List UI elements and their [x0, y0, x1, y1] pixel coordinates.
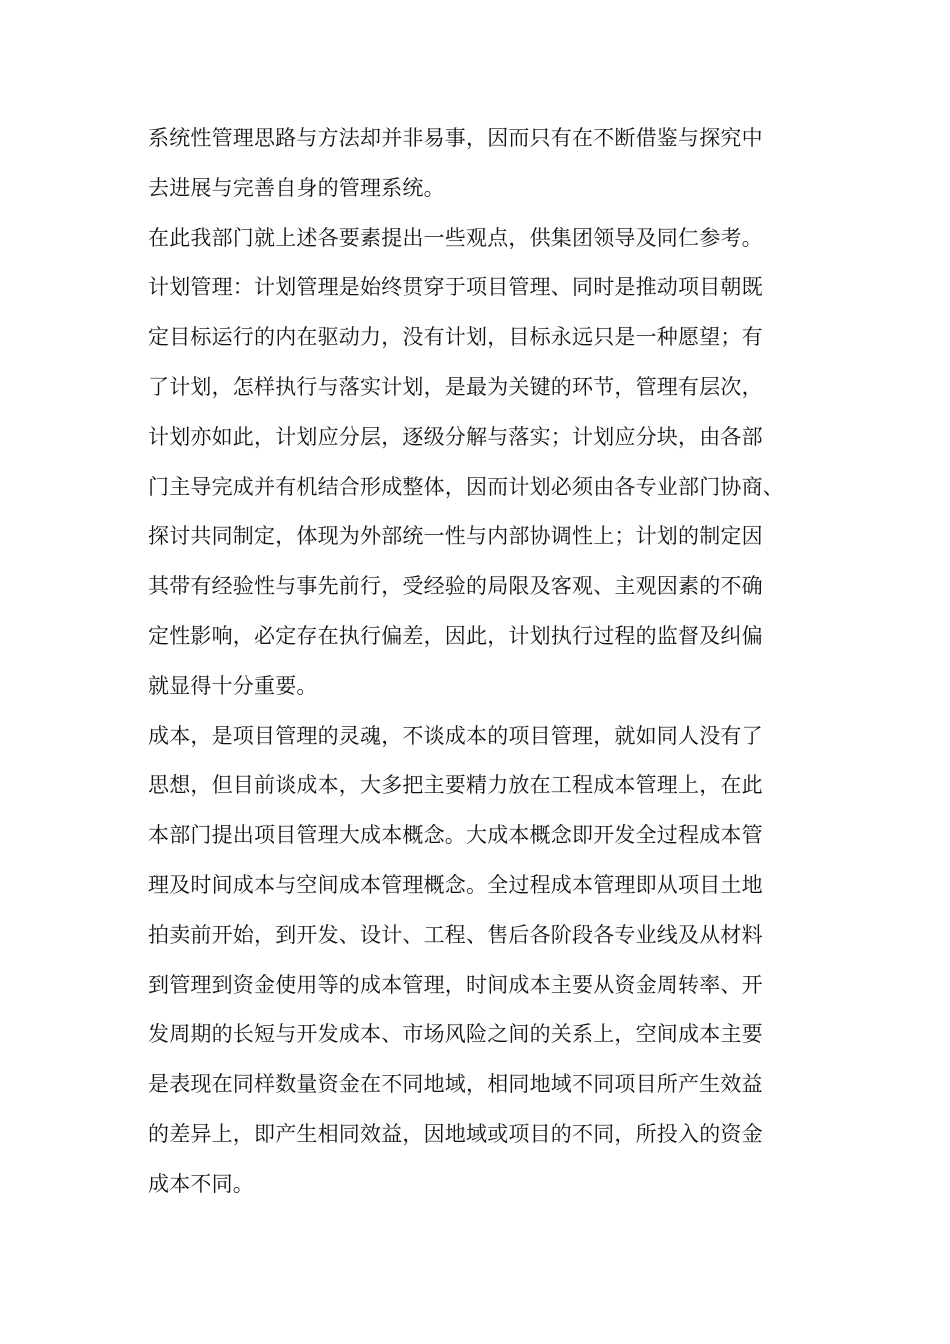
text-line: 成本，是项目管理的灵魂，不谈成本的项目管理，就如同人没有了 — [148, 723, 763, 748]
text-line: 拍卖前开始，到开发、设计、工程、售后各阶段各专业线及从材料 — [148, 922, 763, 947]
text-line: 到管理到资金使用等的成本管理，时间成本主要从资金周转率、开 — [148, 972, 763, 997]
text-line: 了计划，怎样执行与落实计划，是最为关键的环节，管理有层次， — [148, 374, 763, 399]
body-text — [148, 117, 838, 1213]
text-line: 是表现在同样数量资金在不同地域，相同地域不同项目所产生效益 — [148, 1072, 763, 1097]
text-line: 计划亦如此，计划应分层，逐级分解与落实；计划应分块，由各部 — [148, 424, 763, 449]
text-line: 的差异上，即产生相同效益，因地域或项目的不同，所投入的资金 — [148, 1121, 763, 1146]
text-line: 定性影响，必定存在执行偏差，因此，计划执行过程的监督及纠偏 — [148, 623, 763, 648]
text-line: 系统性管理思路与方法却并非易事，因而只有在不断借鉴与探究中 — [148, 126, 763, 150]
text-line: 成本不同。 — [148, 1171, 254, 1196]
text-line: 理及时间成本与空间成本管理概念。全过程成本管理即从项目土地 — [148, 872, 763, 897]
text-line: 在此我部门就上述各要素提出一些观点，供集团领导及同仁参考。 — [148, 225, 763, 250]
text-line: 就显得十分重要。 — [148, 673, 318, 698]
text-line: 定目标运行的内在驱动力，没有计划，目标永远只是一种愿望；有 — [148, 325, 763, 350]
text-line: 探讨共同制定，体现为外部统一性与内部协调性上；计划的制定因 — [148, 524, 763, 549]
text-line: 去进展与完善自身的管理系统。 — [148, 175, 445, 200]
text-line: 门主导完成并有机结合形成整体，因而计划必须由各专业部门协商、 — [148, 474, 784, 499]
text-line: 计划管理：计划管理是始终贯穿于项目管理、同时是推动项目朝既 — [148, 275, 763, 300]
text-line: 思想，但目前谈成本，大多把主要精力放在工程成本管理上，在此 — [148, 773, 763, 798]
text-line: 发周期的长短与开发成本、市场风险之间的关系上，空间成本主要 — [148, 1022, 763, 1047]
text-line: 其带有经验性与事先前行，受经验的局限及客观、主观因素的不确 — [148, 574, 763, 599]
text-line: 本部门提出项目管理大成本概念。大成本概念即开发全过程成本管 — [148, 823, 763, 848]
